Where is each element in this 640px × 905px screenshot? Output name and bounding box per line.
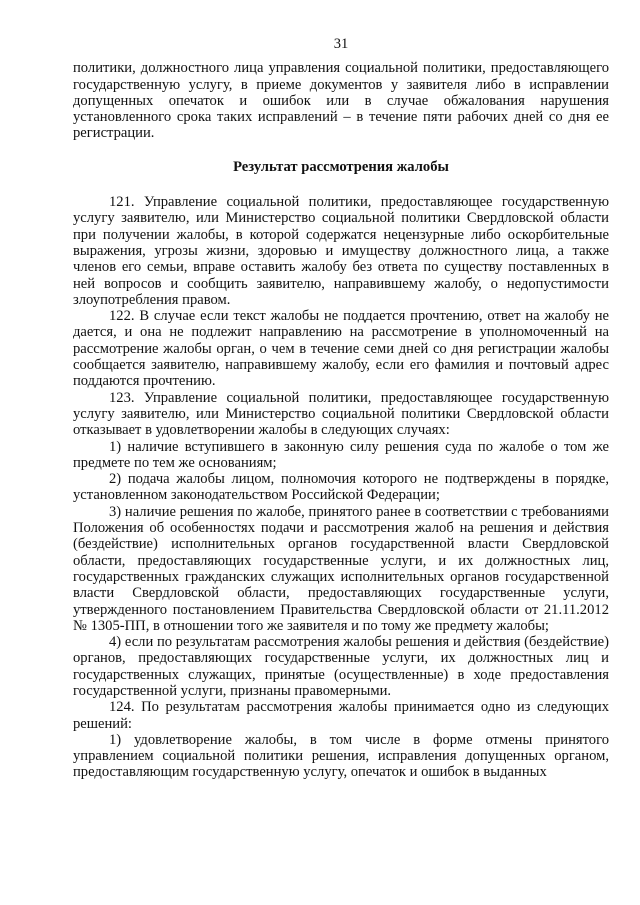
section-heading: Результат рассмотрения жалобы — [233, 158, 449, 175]
paragraph-124: 124. По результатам рассмотрения жалобы принимается одно из следующих решений: — [73, 699, 609, 732]
list-item-123-4: 4) если по результатам рассмотрения жалобы решения и действия (бездействие) органов, предоставляющих государственные услуги, их должностных лиц и государственных служащих, принятые (осуществленные) в ходе предоставления государственной услуги, признаны правомерными. — [73, 634, 609, 699]
list-item-124-1: 1) удовлетворение жалобы, в том числе в форме отмены принятого управлением социальной политики решения, исправления допущенных органом, предоставляющим государственную услугу, опечаток и ошибок в выданных — [73, 731, 609, 781]
paragraph-123: 123. Управление социальной политики, предоставляющее государственную услугу заявителю, или Министерство социальной политики Свердловской области отказывает в удовлетворении жалобы в следующих случаях: — [73, 389, 609, 439]
page-number: 31 — [333, 36, 349, 52]
list-item-123-1: 1) наличие вступившего в законную силу решения суда по жалобе о том же предмете по тем же основаниям; — [73, 438, 609, 471]
paragraph-121: 121. Управление социальной политики, предоставляющее государственную услугу заявителю, или Министерство социальной политики Свердловской области при получении жалобы, в которой содержатся нецензурные либо оскорбительные выражения, угрозы жизни, здоровью и имуществу должностного лица, а также членов его семьи, вправе оставить жалобу без ответа по существу поставленных в ней вопросов и сообщить заявителю, направившему жалобу, о недопустимости злоупотребления правом. — [73, 194, 609, 308]
document-page — [73, 36, 609, 781]
list-item-123-3: 3) наличие решения по жалобе, принятого ранее в соответствии с требованиями Положения об особенностях подачи и рассмотрения жалоб на решения и действия (бездействие) исполнительных органов государственной власти Свердловской области, предоставляющих государственные услуги, и их должностных лиц, государственных гражданских служащих исполнительных органов государственной власти Свердловской области, предоставляющих государственные услуги, утвержденного постановлением Правительства Свердловской области от 21.11.2012 № 1305-ПП, в отношении того же заявителя и по тому же предмету жалобы; — [73, 503, 609, 634]
paragraph-122: 122. В случае если текст жалобы не поддается прочтению, ответ на жалобу не дается, и она не подлежит направлению на рассмотрение в уполномоченный на рассмотрение жалобы орган, о чем в течение семи дней со дня регистрации жалобы сообщается заявителю, направившему жалобу, если его фамилия и почтовый адрес поддаются прочтению. — [73, 308, 609, 390]
list-item-123-2: 2) подача жалобы лицом, полномочия которого не подтверждены в порядке, установленном законодательством Российской Федерации; — [73, 471, 609, 504]
intro-paragraph: политики, должностного лица управления социальной политики, предоставляющего государственную услугу, в приеме документов у заявителя либо в исправлении допущенных опечаток и ошибок или в случае обжалования нарушения установленного срока таких исправлений – в течение пяти рабочих дней со дня ее регистрации. — [73, 60, 609, 142]
